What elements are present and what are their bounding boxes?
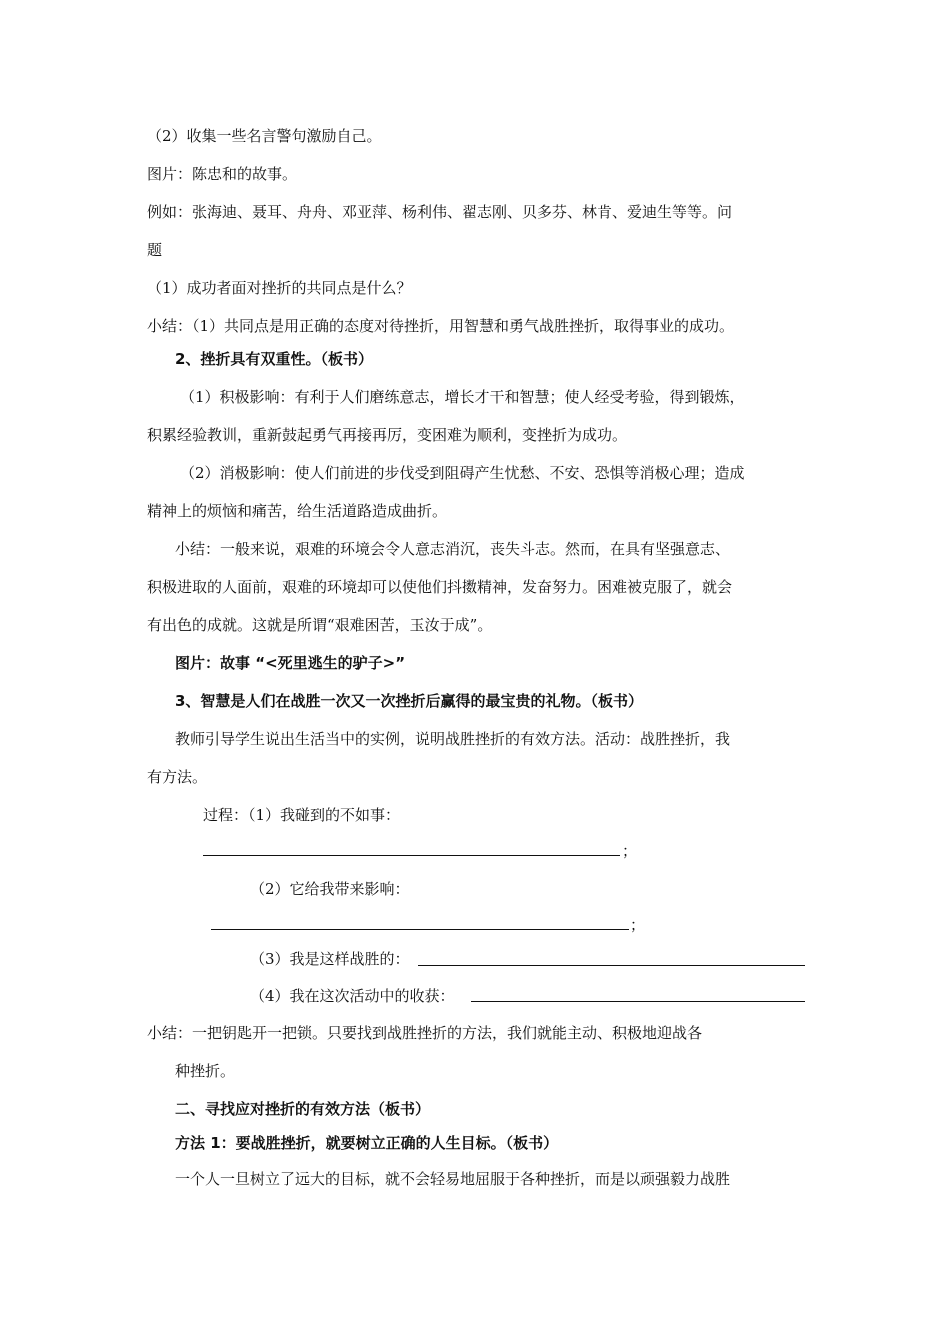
- blank-1-end: ；: [622, 842, 638, 860]
- para-collect-quotes: （2）收集一些名言警句激励自己。: [147, 127, 382, 145]
- para-picture-chen: 图片：陈忠和的故事。: [147, 165, 298, 183]
- activity-step-4: （4）我在这次活动中的收获：: [250, 987, 455, 1005]
- para-summary-3: 小结：一把钥匙开一把锁。只要找到战胜挫折的方法，我们就能主动、积极地迎战各: [147, 1024, 703, 1042]
- heading-donkey-story: 图片：故事 “<死里逃生的驴子>”: [175, 654, 406, 672]
- heading-dual-nature: 2、挫折具有双重性。（板书）: [175, 350, 373, 368]
- para-summary-2-end: 有出色的成就。这就是所谓“艰难困苦，玉汝于成”。: [147, 616, 493, 634]
- answer-blank-4: [471, 1001, 805, 1002]
- para-examples: 例如：张海迪、聂耳、舟舟、邓亚萍、杨利伟、翟志刚、贝多芬、林肯、爱迪生等等。问: [147, 203, 733, 221]
- para-teacher-guide: 教师引导学生说出生活当中的实例，说明战胜挫折的有效方法。活动：战胜挫折，我: [175, 730, 731, 748]
- para-summary-2: 小结：一般来说，艰难的环境会令人意志消沉，丧失斗志。然而，在具有坚强意志、: [175, 540, 731, 558]
- para-positive-effect-cont: 积累经验教训，重新鼓起勇气再接再厉，变困难为顺利，变挫折为成功。: [147, 426, 628, 444]
- answer-blank-1: [203, 855, 620, 856]
- para-negative-effect: （2）消极影响：使人们前进的步伐受到阻碍产生忧愁、不安、恐惧等消极心理；造成: [180, 464, 745, 482]
- para-teacher-guide-cont: 有方法。: [147, 768, 208, 786]
- heading-wisdom: 3、智慧是人们在战胜一次又一次挫折后赢得的最宝贵的礼物。（板书）: [175, 692, 643, 710]
- para-positive-effect: （1）积极影响：有利于人们磨练意志，增长才干和智慧；使人经受考验，得到锻炼，: [180, 388, 745, 406]
- para-summary-3-cont: 种挫折。: [175, 1062, 236, 1080]
- para-method-1: 一个人一旦树立了远大的目标，就不会轻易地屈服于各种挫折，而是以顽强毅力战胜: [175, 1170, 731, 1188]
- heading-method-1: 方法 1：要战胜挫折，就要树立正确的人生目标。（板书）: [175, 1134, 559, 1152]
- answer-blank-2: [211, 929, 629, 930]
- para-summary-2-cont: 积极进取的人面前，艰难的环境却可以使他们抖擞精神，发奋努力。困难被克服了，就会: [147, 578, 733, 596]
- activity-step-1: 过程：（1）我碰到的不如事：: [203, 806, 401, 824]
- activity-step-2: （2）它给我带来影响：: [250, 880, 410, 898]
- para-question-label: 题: [147, 241, 163, 259]
- blank-2-end: ；: [630, 916, 646, 934]
- para-negative-effect-cont: 精神上的烦恼和痛苦，给生活道路造成曲折。: [147, 502, 448, 520]
- answer-blank-3: [418, 965, 805, 966]
- activity-step-3: （3）我是这样战胜的：: [250, 950, 410, 968]
- para-summary-1: 小结：（1）共同点是用正确的态度对待挫折，用智慧和勇气战胜挫折，取得事业的成功。: [147, 317, 735, 335]
- para-question-1: （1）成功者面对挫折的共同点是什么？: [147, 279, 412, 297]
- heading-section-two: 二、寻找应对挫折的有效方法（板书）: [175, 1100, 431, 1118]
